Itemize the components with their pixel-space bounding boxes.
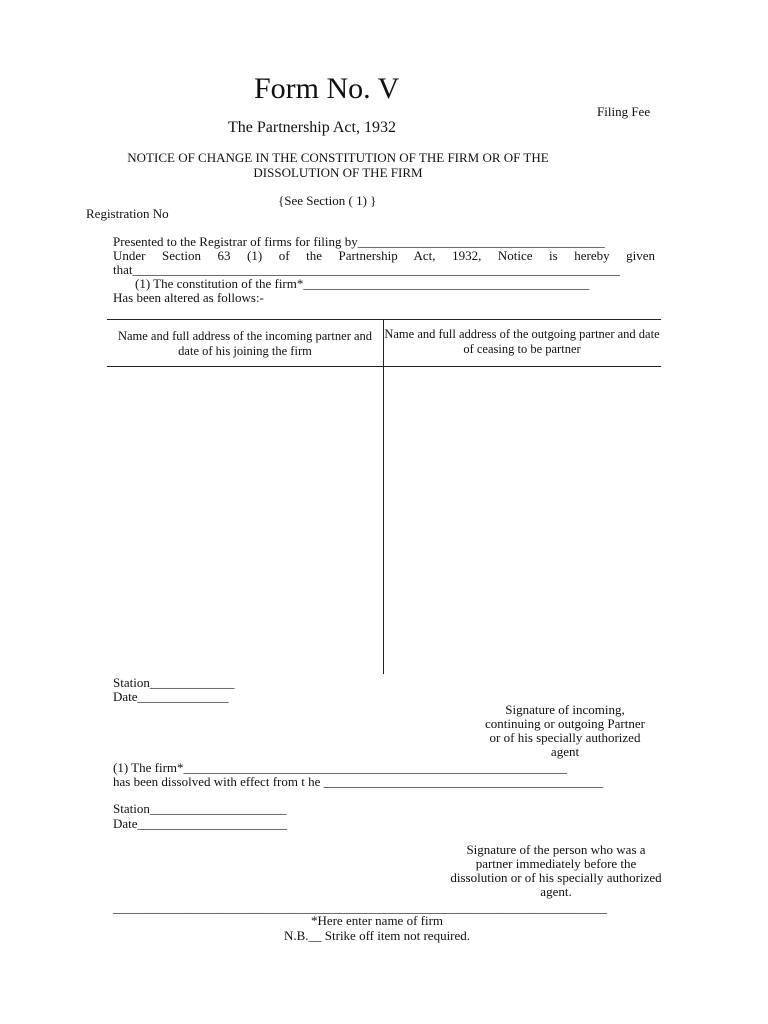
signature-incoming-partner: Signature of incoming, continuing or outgoing Partner or of his specially authorized agent <box>485 702 645 759</box>
signature-former-partner: Signature of the person who was a partner immediately before the dissolution or of his specially authorized agent. <box>450 842 662 899</box>
presented-line: Presented to the Registrar of firms for filing by______________________________________ <box>113 234 605 249</box>
dissolved-effect-line: has been dissolved with effect from t he ___________________________________________ <box>113 774 604 789</box>
station-field-2: Station_____________________ <box>113 801 287 816</box>
partner-change-table <box>107 319 661 674</box>
registration-no-label: Registration No <box>86 206 169 221</box>
act-title: The Partnership Act, 1932 <box>228 119 396 136</box>
notice-line-2: DISSOLUTION OF THE FIRM <box>253 165 423 180</box>
notice-line-1: NOTICE OF CHANGE IN THE CONSTITUTION OF THE FIRM OR OF THE <box>127 150 549 165</box>
constitution-line: (1) The constitution of the firm*____________________________________________ <box>135 276 590 291</box>
outgoing-partner-header: Name and full address of the outgoing partner and date of ceasing to be partner <box>384 327 660 356</box>
form-title: Form No. V <box>254 72 400 105</box>
firm-dissolved-line: (1) The firm*___________________________________________________________ <box>113 760 568 775</box>
table-column-divider <box>383 319 384 674</box>
incoming-partner-header: Name and full address of the incoming partner and date of his joining the firm <box>117 329 373 358</box>
notice-heading <box>78 150 598 180</box>
footer-rule: ____________________________________________________________________________ <box>113 900 607 915</box>
table-top-rule <box>107 319 661 320</box>
altered-line: Has been altered as follows:- <box>113 290 264 305</box>
footnote-enter-name: *Here enter name of firm <box>310 913 444 928</box>
that-line: that___________________________________________________________________________ <box>113 262 620 277</box>
filing-fee-label: Filing Fee <box>597 104 651 119</box>
date-field-1: Date______________ <box>113 689 229 704</box>
footer-notes <box>107 913 647 943</box>
see-section: {See Section ( 1) } <box>278 193 377 208</box>
station-field-1: Station_____________ <box>113 675 235 690</box>
footnote-nb: N.B.__ Strike off item not required. <box>283 928 471 943</box>
table-header-rule <box>107 366 661 367</box>
under-section-line: Under Section 63 (1) of the Partnership Act, 1932, Notice is hereby given <box>113 248 655 263</box>
date-field-2: Date_______________________ <box>113 816 288 831</box>
